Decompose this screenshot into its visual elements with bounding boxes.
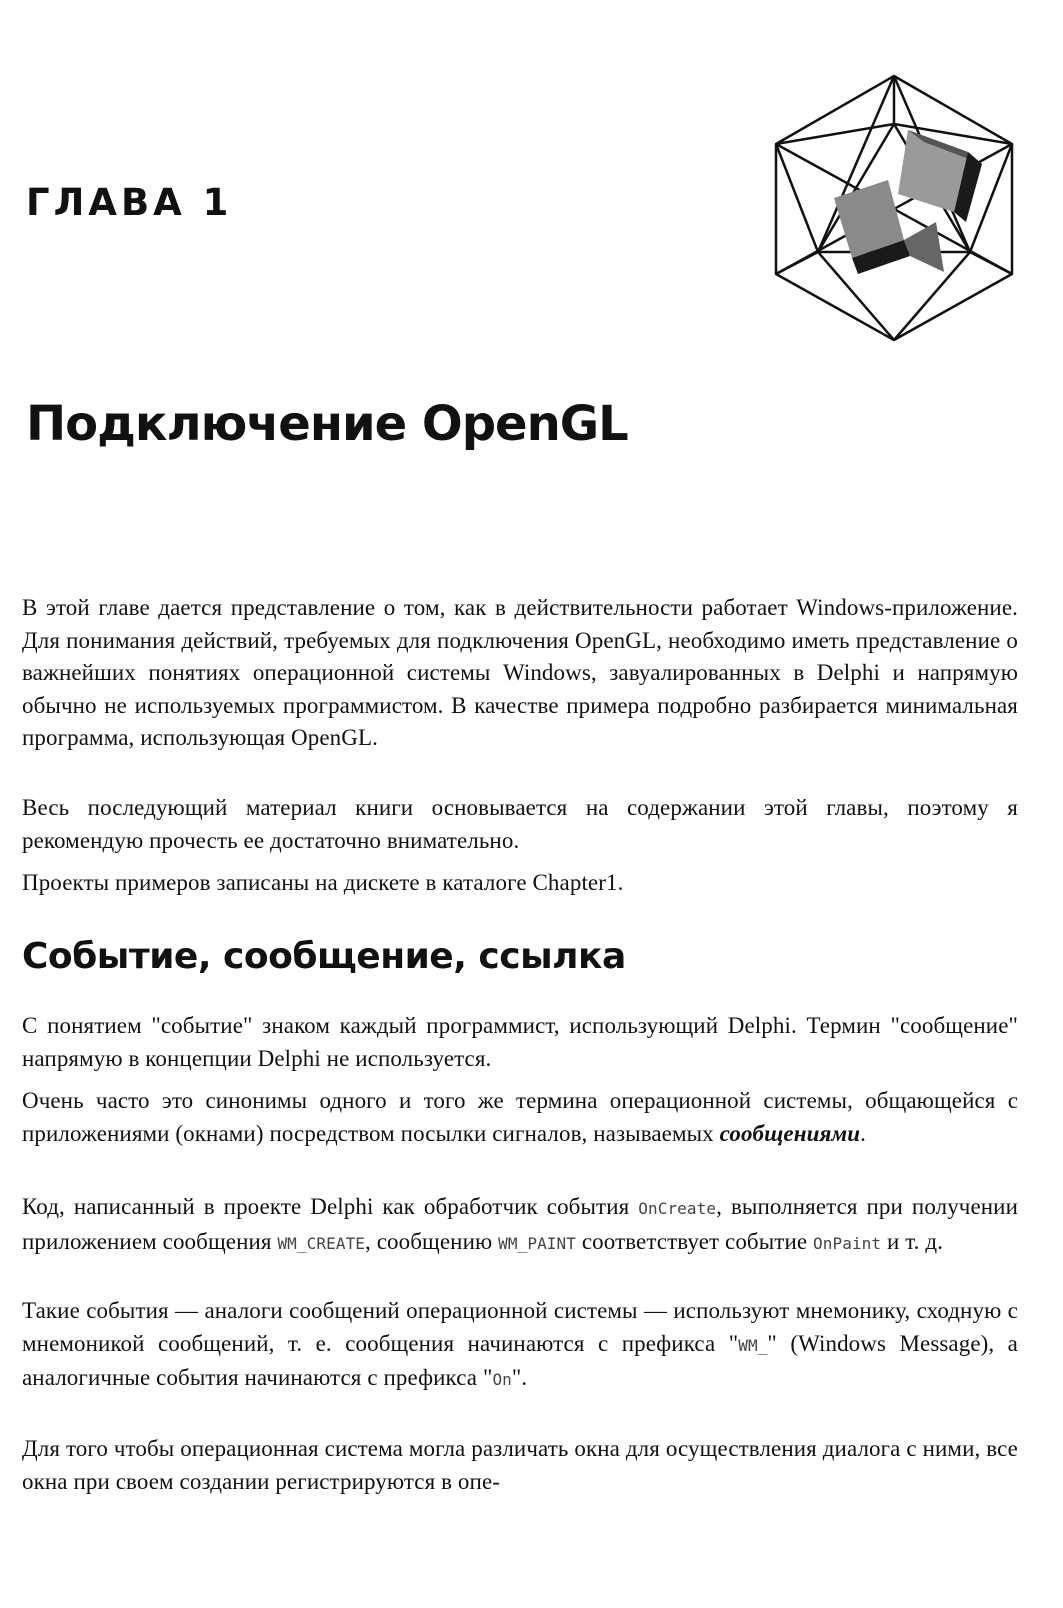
code-oncreate: OnCreate xyxy=(638,1199,717,1218)
intro-paragraph-3: Проекты примеров записаны на дискете в каталоге Chapter1. xyxy=(22,870,624,895)
intro-paragraph-2: Весь последующий материал книги основывается на содержании этой главы, поэтому я рекомендую прочесть ее достаточно внимательно. xyxy=(22,795,1018,853)
section-paragraph-3 xyxy=(22,1191,1018,1260)
code-on-prefix: On xyxy=(492,1370,512,1389)
code-wm-paint: WM_PAINT xyxy=(498,1233,577,1253)
p3-text-a: Код, написанный в проекте Delphi как обработчик события xyxy=(22,1194,639,1219)
p4-text-a: Такие события — аналоги сообщений операционной системы — используют мнемонику, сходную с мнемоникой сообщений, т. е. сообщения начинаются с префикса " xyxy=(22,1298,1018,1356)
chapter-label: ГЛАВА 1 xyxy=(26,181,233,224)
section-paragraph-2 xyxy=(22,1085,1018,1150)
section-paragraph-4 xyxy=(22,1295,1018,1397)
p3-text-c: , сообщению xyxy=(365,1228,499,1254)
p2-emphasis: сообщениями xyxy=(719,1120,861,1146)
icosahedron-emblem xyxy=(758,72,1030,344)
section-paragraph-5: Для того чтобы операционная система могла различать окна для осуществления диалога с ними, все окна при своем создании регистрируются в опе- xyxy=(22,1436,1018,1494)
p2-text-end: . xyxy=(860,1120,867,1146)
p4-text-b: " (Windows Message), а аналогичные события начинаются с префикса " xyxy=(22,1330,1018,1390)
p2-text-start: Очень часто это синонимы одного и того же термина операционной системы, общающейся с приложениями (окнами) посредством посылки сигналов, называемых xyxy=(22,1088,1018,1146)
p3-text-d: соответствует событие xyxy=(576,1228,814,1254)
section-title: Событие, сообщение, ссылка xyxy=(22,936,626,977)
intro-paragraph-1: В этой главе дается представление о том, как в действительности работает Windows-приложение. Для понимания действий, требуемых для подключения OpenGL, необходимо иметь представление о важнейших понятиях операционной системы Windows, завуалированных в Delphi и напрямую обычно не используемых программистом. В качестве примера подробно разбирается минимальная программа, использующая OpenGL. xyxy=(22,595,1018,750)
p3-text-b: , выполняется при получении приложением сообщения xyxy=(22,1194,1018,1254)
code-onpaint: OnPaint xyxy=(813,1233,882,1253)
p4-text-c: ". xyxy=(511,1365,528,1390)
code-wm-prefix: WM_ xyxy=(738,1335,768,1355)
section-paragraph-1: С понятием "событие" знаком каждый программист, использующий Delphi. Термин "сообщение" напрямую в концепции Delphi не используется. xyxy=(22,1013,1018,1071)
code-wm-create: WM_CREATE xyxy=(277,1233,366,1253)
p3-text-e: и т. д. xyxy=(881,1228,944,1254)
chapter-title: Подключение OpenGL xyxy=(26,396,628,452)
